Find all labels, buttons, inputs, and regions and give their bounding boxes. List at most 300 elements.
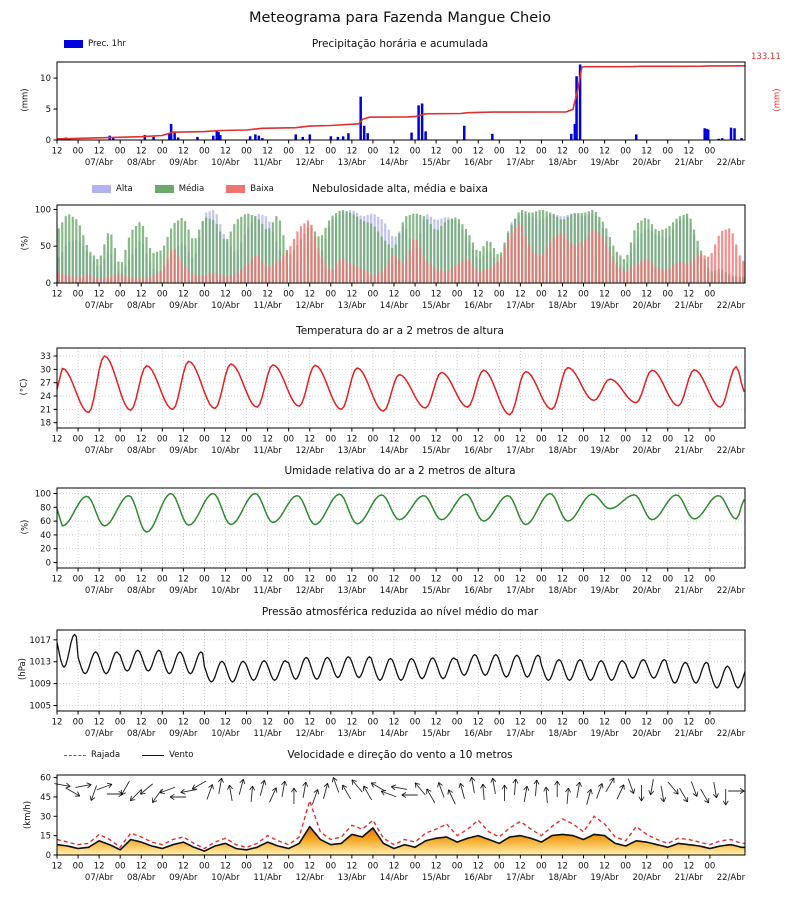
- svg-text:00: 00: [283, 574, 295, 585]
- svg-text:14/Abr: 14/Abr: [379, 446, 409, 456]
- svg-text:19/Abr: 19/Abr: [590, 729, 619, 739]
- svg-text:00: 00: [662, 574, 674, 585]
- svg-text:17/Abr: 17/Abr: [506, 301, 535, 311]
- svg-text:12: 12: [557, 289, 568, 300]
- svg-text:00: 00: [283, 146, 295, 157]
- svg-text:12: 12: [430, 861, 442, 872]
- svg-text:00: 00: [451, 434, 463, 445]
- svg-text:00: 00: [620, 717, 632, 728]
- svg-text:08/Abr: 08/Abr: [127, 446, 156, 456]
- svg-text:00: 00: [451, 717, 463, 728]
- svg-text:12: 12: [177, 717, 189, 728]
- svg-text:00: 00: [535, 717, 547, 728]
- svg-text:24: 24: [40, 392, 51, 402]
- svg-text:00: 00: [367, 289, 379, 300]
- svg-text:20/Abr: 20/Abr: [632, 158, 661, 168]
- svg-text:00: 00: [199, 861, 210, 872]
- svg-text:12: 12: [430, 717, 442, 728]
- svg-text:18: 18: [40, 418, 51, 429]
- svg-text:00: 00: [367, 574, 379, 585]
- svg-text:12: 12: [135, 289, 147, 300]
- svg-text:12: 12: [304, 717, 316, 728]
- media-legend-label: Média: [178, 184, 205, 194]
- svg-text:12: 12: [472, 289, 484, 300]
- svg-text:00: 00: [199, 434, 210, 445]
- svg-text:00: 00: [283, 434, 295, 445]
- svg-text:1017: 1017: [29, 635, 51, 646]
- temperature-chart-title: Temperatura do ar a 2 metros de altura: [296, 325, 504, 337]
- svg-text:20/Abr: 20/Abr: [632, 301, 661, 311]
- svg-text:12: 12: [135, 146, 147, 157]
- svg-text:12: 12: [430, 146, 442, 157]
- svg-text:08/Abr: 08/Abr: [127, 873, 156, 883]
- svg-text:00: 00: [620, 289, 632, 300]
- svg-text:12: 12: [557, 146, 568, 157]
- svg-text:21/Abr: 21/Abr: [674, 446, 704, 456]
- svg-text:00: 00: [325, 861, 337, 872]
- svg-text:19/Abr: 19/Abr: [590, 301, 619, 311]
- svg-text:07/Abr: 07/Abr: [84, 729, 114, 739]
- svg-text:10/Abr: 10/Abr: [211, 729, 240, 739]
- svg-text:00: 00: [535, 861, 547, 872]
- svg-text:11/Abr: 11/Abr: [253, 729, 282, 739]
- svg-text:12: 12: [683, 146, 695, 157]
- svg-text:12: 12: [135, 717, 147, 728]
- humidity-chart-title: Umidade relativa do ar a 2 metros de altura: [284, 465, 516, 477]
- svg-text:12: 12: [430, 434, 442, 445]
- svg-text:00: 00: [72, 289, 84, 300]
- svg-text:00: 00: [114, 289, 126, 300]
- svg-text:12: 12: [472, 574, 484, 585]
- svg-text:11/Abr: 11/Abr: [253, 873, 282, 883]
- svg-text:18/Abr: 18/Abr: [548, 158, 577, 168]
- svg-text:16/Abr: 16/Abr: [464, 873, 493, 883]
- svg-text:00: 00: [199, 289, 210, 300]
- svg-text:12: 12: [514, 574, 526, 585]
- svg-text:1005: 1005: [29, 701, 51, 712]
- svg-text:10/Abr: 10/Abr: [211, 158, 240, 168]
- svg-text:12: 12: [262, 861, 274, 872]
- cloud-chart-title: Nebulosidade alta, média e baixa: [311, 183, 488, 195]
- svg-text:00: 00: [241, 717, 252, 728]
- svg-text:12: 12: [262, 146, 274, 157]
- svg-text:20/Abr: 20/Abr: [632, 873, 661, 883]
- svg-text:10/Abr: 10/Abr: [211, 301, 240, 311]
- svg-text:19/Abr: 19/Abr: [590, 586, 619, 596]
- svg-text:00: 00: [72, 717, 84, 728]
- svg-text:12: 12: [93, 434, 105, 445]
- svg-text:00: 00: [156, 574, 168, 585]
- svg-text:12: 12: [51, 574, 63, 585]
- svg-text:15/Abr: 15/Abr: [421, 586, 451, 596]
- svg-text:45: 45: [40, 792, 51, 803]
- svg-text:00: 00: [409, 574, 421, 585]
- svg-text:12: 12: [388, 434, 400, 445]
- svg-text:00: 00: [241, 146, 252, 157]
- humidity-ylabel: (%): [20, 519, 31, 535]
- svg-text:12: 12: [346, 717, 358, 728]
- svg-text:12: 12: [220, 146, 231, 157]
- svg-text:00: 00: [72, 574, 84, 585]
- svg-text:00: 00: [578, 717, 589, 728]
- svg-text:50: 50: [40, 242, 51, 253]
- svg-text:12: 12: [51, 717, 63, 728]
- svg-text:12: 12: [683, 574, 695, 585]
- svg-text:19/Abr: 19/Abr: [590, 446, 619, 456]
- svg-text:15/Abr: 15/Abr: [421, 446, 451, 456]
- svg-text:07/Abr: 07/Abr: [84, 446, 114, 456]
- svg-text:12/Abr: 12/Abr: [295, 586, 324, 596]
- svg-text:12: 12: [304, 861, 316, 872]
- svg-text:12: 12: [514, 146, 526, 157]
- svg-text:13/Abr: 13/Abr: [337, 158, 367, 168]
- svg-text:20/Abr: 20/Abr: [632, 586, 661, 596]
- svg-text:12: 12: [51, 146, 63, 157]
- svg-text:00: 00: [578, 289, 589, 300]
- svg-text:13/Abr: 13/Abr: [337, 729, 367, 739]
- svg-text:00: 00: [493, 717, 505, 728]
- svg-text:22/Abr: 22/Abr: [716, 873, 746, 883]
- svg-text:12: 12: [557, 434, 568, 445]
- svg-text:12: 12: [599, 717, 611, 728]
- svg-text:12: 12: [388, 574, 400, 585]
- svg-text:14/Abr: 14/Abr: [379, 158, 409, 168]
- svg-text:00: 00: [283, 289, 295, 300]
- svg-text:1013: 1013: [29, 657, 51, 668]
- svg-text:12: 12: [220, 861, 231, 872]
- svg-text:22/Abr: 22/Abr: [716, 729, 746, 739]
- svg-text:08/Abr: 08/Abr: [127, 586, 156, 596]
- svg-text:12: 12: [220, 289, 231, 300]
- svg-text:19/Abr: 19/Abr: [590, 873, 619, 883]
- svg-text:12: 12: [641, 861, 653, 872]
- precip-chart-title: Precipitação horária e acumulada: [311, 38, 489, 50]
- svg-text:14/Abr: 14/Abr: [379, 873, 409, 883]
- svg-text:00: 00: [114, 574, 126, 585]
- svg-text:12: 12: [304, 434, 316, 445]
- svg-text:12: 12: [599, 861, 611, 872]
- svg-text:00: 00: [114, 861, 126, 872]
- svg-text:12: 12: [262, 434, 274, 445]
- cloud-ylabel: (%): [20, 235, 31, 251]
- svg-text:09/Abr: 09/Abr: [169, 301, 198, 311]
- svg-text:12: 12: [51, 434, 63, 445]
- svg-text:12: 12: [557, 717, 568, 728]
- svg-text:0: 0: [45, 558, 51, 569]
- svg-text:00: 00: [409, 861, 421, 872]
- svg-text:12: 12: [641, 289, 653, 300]
- svg-text:12/Abr: 12/Abr: [295, 301, 324, 311]
- svg-text:5: 5: [45, 105, 51, 116]
- svg-text:12: 12: [430, 574, 442, 585]
- svg-text:12: 12: [641, 146, 653, 157]
- rajada-legend-label: Rajada: [91, 750, 121, 760]
- svg-text:13/Abr: 13/Abr: [337, 301, 367, 311]
- svg-text:16/Abr: 16/Abr: [464, 729, 493, 739]
- svg-text:00: 00: [241, 574, 252, 585]
- svg-text:14/Abr: 14/Abr: [379, 586, 409, 596]
- svg-text:00: 00: [241, 861, 252, 872]
- svg-text:00: 00: [662, 861, 674, 872]
- svg-text:12: 12: [346, 146, 358, 157]
- vento-legend-label: Vento: [169, 750, 194, 760]
- svg-text:00: 00: [199, 574, 210, 585]
- svg-text:12: 12: [51, 289, 63, 300]
- svg-text:12: 12: [388, 146, 400, 157]
- svg-text:12: 12: [641, 434, 653, 445]
- svg-text:00: 00: [325, 289, 337, 300]
- svg-text:00: 00: [578, 861, 589, 872]
- svg-text:21/Abr: 21/Abr: [674, 729, 704, 739]
- svg-text:00: 00: [325, 434, 337, 445]
- svg-text:21/Abr: 21/Abr: [674, 873, 704, 883]
- svg-text:18/Abr: 18/Abr: [548, 446, 577, 456]
- svg-text:00: 00: [704, 717, 716, 728]
- svg-text:12: 12: [93, 289, 105, 300]
- svg-text:00: 00: [451, 289, 463, 300]
- svg-text:15/Abr: 15/Abr: [421, 729, 451, 739]
- svg-text:12: 12: [177, 289, 189, 300]
- svg-text:60: 60: [40, 773, 51, 784]
- svg-text:00: 00: [493, 861, 505, 872]
- svg-text:08/Abr: 08/Abr: [127, 729, 156, 739]
- pressure-chart-title: Pressão atmosférica reduzida ao nível médio do mar: [261, 606, 539, 618]
- svg-text:12: 12: [346, 434, 358, 445]
- svg-text:00: 00: [325, 146, 337, 157]
- svg-text:12: 12: [472, 861, 484, 872]
- svg-text:21/Abr: 21/Abr: [674, 586, 704, 596]
- temperature-ylabel: (°C): [19, 378, 30, 396]
- svg-text:00: 00: [704, 434, 716, 445]
- svg-text:22/Abr: 22/Abr: [716, 158, 746, 168]
- svg-text:18/Abr: 18/Abr: [548, 873, 577, 883]
- svg-text:11/Abr: 11/Abr: [253, 586, 282, 596]
- svg-text:00: 00: [367, 434, 379, 445]
- svg-text:33: 33: [40, 352, 51, 362]
- svg-text:12: 12: [388, 717, 400, 728]
- svg-text:15/Abr: 15/Abr: [421, 873, 451, 883]
- svg-text:30: 30: [40, 812, 51, 823]
- svg-text:16/Abr: 16/Abr: [464, 446, 493, 456]
- svg-text:12: 12: [683, 717, 695, 728]
- svg-text:40: 40: [40, 530, 51, 541]
- svg-text:17/Abr: 17/Abr: [506, 729, 535, 739]
- svg-text:12: 12: [641, 574, 653, 585]
- svg-text:00: 00: [620, 574, 632, 585]
- svg-text:1009: 1009: [29, 679, 51, 690]
- svg-text:12: 12: [135, 434, 147, 445]
- svg-text:00: 00: [451, 861, 463, 872]
- svg-text:12: 12: [472, 146, 484, 157]
- svg-text:00: 00: [409, 146, 421, 157]
- svg-text:12: 12: [683, 434, 695, 445]
- svg-text:60: 60: [40, 517, 51, 528]
- svg-text:00: 00: [578, 434, 589, 445]
- svg-text:00: 00: [241, 289, 252, 300]
- svg-text:09/Abr: 09/Abr: [169, 729, 198, 739]
- svg-text:00: 00: [72, 434, 84, 445]
- svg-text:80: 80: [40, 503, 51, 514]
- svg-text:12: 12: [641, 717, 653, 728]
- svg-text:00: 00: [114, 717, 126, 728]
- svg-text:12: 12: [557, 574, 568, 585]
- svg-text:00: 00: [493, 434, 505, 445]
- svg-text:09/Abr: 09/Abr: [169, 873, 198, 883]
- svg-text:12: 12: [177, 574, 189, 585]
- svg-text:0: 0: [45, 851, 51, 861]
- svg-text:12: 12: [93, 717, 105, 728]
- svg-text:12: 12: [388, 289, 400, 300]
- svg-text:12: 12: [177, 861, 189, 872]
- svg-text:09/Abr: 09/Abr: [169, 586, 198, 596]
- svg-text:07/Abr: 07/Abr: [84, 301, 114, 311]
- svg-text:00: 00: [535, 434, 547, 445]
- svg-text:00: 00: [535, 289, 547, 300]
- svg-text:00: 00: [535, 146, 547, 157]
- svg-text:10/Abr: 10/Abr: [211, 446, 240, 456]
- svg-text:30: 30: [40, 365, 51, 376]
- svg-text:00: 00: [325, 717, 337, 728]
- svg-text:12/Abr: 12/Abr: [295, 158, 324, 168]
- svg-text:12: 12: [177, 146, 189, 157]
- svg-text:12: 12: [599, 289, 611, 300]
- svg-text:00: 00: [72, 861, 84, 872]
- svg-text:17/Abr: 17/Abr: [506, 446, 535, 456]
- svg-text:00: 00: [114, 146, 126, 157]
- baixa-legend-label: Baixa: [250, 184, 274, 194]
- svg-text:12: 12: [262, 289, 274, 300]
- svg-text:00: 00: [493, 146, 505, 157]
- svg-text:18/Abr: 18/Abr: [548, 301, 577, 311]
- svg-text:0: 0: [45, 279, 51, 289]
- svg-text:12: 12: [220, 434, 231, 445]
- svg-text:00: 00: [199, 717, 210, 728]
- svg-text:19/Abr: 19/Abr: [590, 158, 619, 168]
- svg-text:00: 00: [662, 434, 674, 445]
- accum-total-label: 133.11: [751, 52, 781, 62]
- svg-text:00: 00: [409, 717, 421, 728]
- svg-text:16/Abr: 16/Abr: [464, 158, 493, 168]
- svg-text:17/Abr: 17/Abr: [506, 158, 535, 168]
- svg-text:12: 12: [93, 574, 105, 585]
- svg-text:00: 00: [156, 861, 168, 872]
- svg-text:12: 12: [304, 574, 316, 585]
- svg-text:12: 12: [135, 861, 147, 872]
- svg-text:12/Abr: 12/Abr: [295, 729, 324, 739]
- svg-text:00: 00: [662, 289, 674, 300]
- svg-text:12: 12: [472, 717, 484, 728]
- svg-text:00: 00: [704, 289, 716, 300]
- svg-text:12: 12: [599, 146, 611, 157]
- svg-text:20: 20: [40, 544, 51, 555]
- svg-text:00: 00: [409, 434, 421, 445]
- alta-legend-label: Alta: [116, 184, 133, 194]
- svg-text:12: 12: [472, 434, 484, 445]
- svg-text:00: 00: [199, 146, 210, 157]
- svg-text:12: 12: [388, 861, 400, 872]
- svg-text:00: 00: [283, 717, 295, 728]
- svg-text:12: 12: [514, 861, 526, 872]
- svg-text:21/Abr: 21/Abr: [674, 301, 704, 311]
- svg-text:12: 12: [514, 434, 526, 445]
- svg-text:07/Abr: 07/Abr: [84, 158, 114, 168]
- svg-text:00: 00: [72, 146, 84, 157]
- svg-text:00: 00: [156, 434, 168, 445]
- svg-text:00: 00: [283, 861, 295, 872]
- svg-text:12: 12: [346, 574, 358, 585]
- svg-text:00: 00: [451, 574, 463, 585]
- svg-text:100: 100: [34, 489, 51, 500]
- svg-text:12: 12: [683, 861, 695, 872]
- svg-text:14/Abr: 14/Abr: [379, 301, 409, 311]
- svg-text:00: 00: [409, 289, 421, 300]
- svg-text:12: 12: [262, 574, 274, 585]
- svg-text:13/Abr: 13/Abr: [337, 446, 367, 456]
- svg-text:16/Abr: 16/Abr: [464, 301, 493, 311]
- svg-text:12: 12: [346, 289, 358, 300]
- svg-text:00: 00: [156, 289, 168, 300]
- svg-text:17/Abr: 17/Abr: [506, 873, 535, 883]
- svg-text:12: 12: [177, 434, 189, 445]
- svg-text:15: 15: [40, 831, 51, 842]
- svg-text:12: 12: [599, 434, 611, 445]
- svg-text:07/Abr: 07/Abr: [84, 873, 114, 883]
- svg-text:00: 00: [620, 146, 632, 157]
- svg-text:11/Abr: 11/Abr: [253, 446, 282, 456]
- svg-text:10/Abr: 10/Abr: [211, 586, 240, 596]
- svg-text:10: 10: [40, 74, 51, 85]
- prec1hr-legend-label: Prec. 1hr: [88, 39, 126, 49]
- svg-text:12/Abr: 12/Abr: [295, 446, 324, 456]
- svg-text:21/Abr: 21/Abr: [674, 158, 704, 168]
- svg-text:00: 00: [620, 434, 632, 445]
- svg-text:09/Abr: 09/Abr: [169, 446, 198, 456]
- precip-ylabel: (mm): [20, 88, 31, 112]
- svg-text:00: 00: [241, 434, 252, 445]
- svg-text:00: 00: [367, 861, 379, 872]
- page-title: Meteograma para Fazenda Mangue Cheio: [248, 10, 552, 26]
- svg-text:27: 27: [40, 378, 51, 389]
- svg-text:18/Abr: 18/Abr: [548, 586, 577, 596]
- svg-text:12: 12: [262, 717, 274, 728]
- svg-text:12: 12: [304, 146, 316, 157]
- svg-text:15/Abr: 15/Abr: [421, 158, 451, 168]
- svg-text:14/Abr: 14/Abr: [379, 729, 409, 739]
- svg-text:00: 00: [114, 434, 126, 445]
- svg-text:18/Abr: 18/Abr: [548, 729, 577, 739]
- accum-axis-label: (mm): [772, 88, 783, 112]
- svg-text:00: 00: [493, 574, 505, 585]
- svg-text:00: 00: [367, 717, 379, 728]
- svg-text:12: 12: [93, 861, 105, 872]
- svg-text:10/Abr: 10/Abr: [211, 873, 240, 883]
- svg-text:00: 00: [535, 574, 547, 585]
- svg-text:12: 12: [430, 289, 442, 300]
- svg-text:12: 12: [93, 146, 105, 157]
- svg-text:12: 12: [514, 717, 526, 728]
- svg-text:13/Abr: 13/Abr: [337, 586, 367, 596]
- svg-text:12: 12: [346, 861, 358, 872]
- svg-text:08/Abr: 08/Abr: [127, 158, 156, 168]
- svg-text:00: 00: [704, 861, 716, 872]
- svg-text:12: 12: [599, 574, 611, 585]
- wind-ylabel: (km/h): [23, 800, 34, 830]
- svg-text:12: 12: [51, 861, 63, 872]
- svg-text:00: 00: [578, 146, 589, 157]
- svg-text:13/Abr: 13/Abr: [337, 873, 367, 883]
- svg-text:17/Abr: 17/Abr: [506, 586, 535, 596]
- svg-text:11/Abr: 11/Abr: [253, 158, 282, 168]
